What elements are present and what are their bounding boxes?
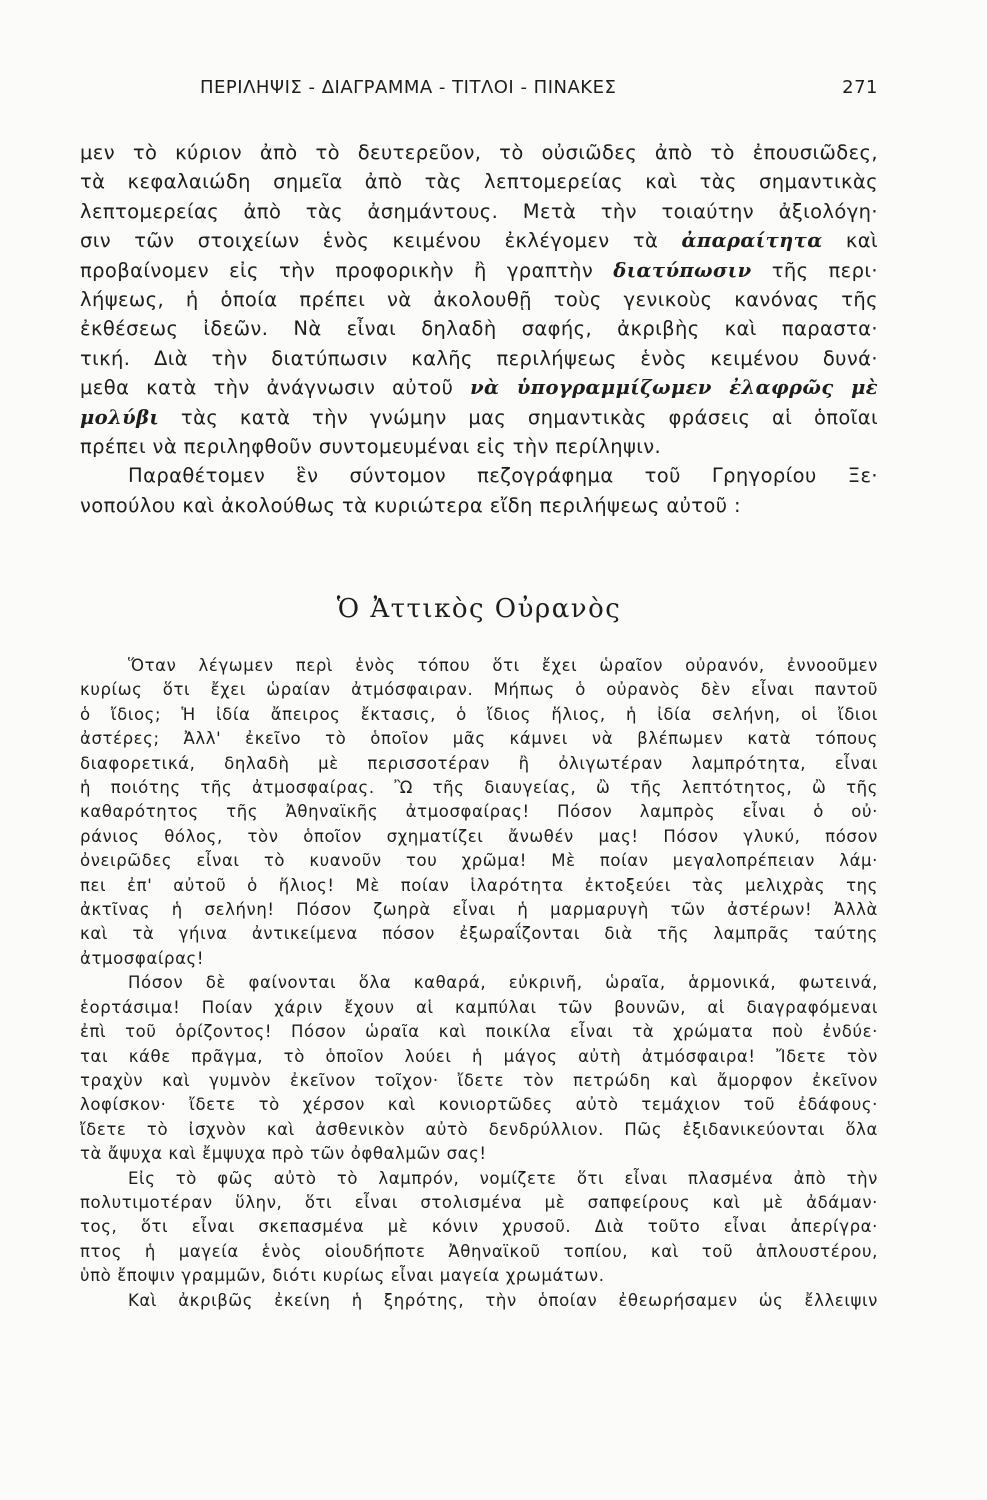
text-line: καὶ τὰ γήινα ἀντικείμενα πόσον ἐξωραΐζονται διὰ τῆς λαμπρᾶς ταύτης xyxy=(80,924,878,944)
text-line xyxy=(80,226,878,255)
text-line: Καὶ ἀκριβῶς ἐκείνη ἡ ξηρότης, τὴν ὁποίαν ἐθεωρήσαμεν ὡς ἔλλειψιν xyxy=(128,1290,878,1310)
text-line: λήψεως, ἡ ὁποία πρέπει νὰ ἀκολουθῇ τοὺς γενικοὺς κανόνας τῆς xyxy=(80,288,878,312)
quoted-text xyxy=(80,654,878,1313)
emphasis: νὰ ὑπογραμμίζωμεν ἐλαφρῶς μὲ xyxy=(470,376,878,400)
text-line: πρέπει νὰ περιληφθοῦν συντομευμέναι εἰς τὴν περίληψιν. xyxy=(80,435,662,459)
text-line: Πόσον δὲ φαίνονται ὅλα καθαρά, εὐκρινῆ, ὡραῖα, ἁρμονικά, φωτεινά, xyxy=(128,973,878,993)
text-line: ὀνειρῶδες εἶναι τὸ κυανοῦν του χρῶμα! Μὲ ποίαν μεγαλοπρέπειαν λάμ· xyxy=(80,851,878,871)
text-line: ὑπὸ ἔποψιν γραμμῶν, διότι κυρίως εἶναι μαγεία χρωμάτων. xyxy=(80,1266,605,1286)
text-run: τὰς κατὰ τὴν γνώμην μας σημαντικὰς φράσεις αἱ ὁποῖαι xyxy=(159,405,878,429)
text-line: ται κάθε πρᾶγμα, τὸ ὁποῖον λούει ἡ μάγος αὐτὴ ἀτμόσφαιρα! Ἴδετε τὸν xyxy=(80,1046,878,1066)
running-title: ΠΕΡΙΛΗΨΙΣ - ΔΙΑΓΡΑΜΜΑ - ΤΙΤΛΟΙ - ΠΙΝΑΚΕΣ xyxy=(200,77,617,98)
text-run: μεθα κατὰ τὴν ἀνάγνωσιν αὐτοῦ xyxy=(80,376,471,400)
text-line: ἀτμοσφαίρας! xyxy=(80,948,205,968)
text-line: ἀστέρες; Ἀλλ' ἐκεῖνο τὸ ὁποῖον μᾶς κάμνει νὰ βλέπωμεν κατὰ τόπους xyxy=(80,729,878,749)
text-line: πτος ἡ μαγεία ἑνὸς οἱουδήποτε Ἀθηναϊκοῦ τοπίου, καὶ τοῦ ἁπλουστέρου, xyxy=(80,1241,878,1261)
emphasis: μολύβι xyxy=(80,405,160,429)
text-line xyxy=(80,256,878,285)
intro-text xyxy=(80,138,878,520)
text-run: σιν τῶν στοιχείων ἑνὸς κειμένου ἐκλέγομεν τὰ xyxy=(80,229,682,253)
running-header xyxy=(200,77,878,98)
text-line: λοφίσκον· ἴδετε τὸ χέρσον καὶ κονιορτῶδες αὐτὸ τεμάχιον τοῦ ἐδάφους· xyxy=(80,1095,878,1115)
text-line: Εἰς τὸ φῶς αὐτὸ τὸ λαμπρόν, νομίζετε ὅτι εἶναι πλασμένα ἀπὸ τὴν xyxy=(128,1168,878,1188)
text-run: καὶ xyxy=(822,229,878,253)
text-line: πει ἐπ' αὐτοῦ ὁ ἥλιος! Μὲ ποίαν ἱλαρότητα ἐκτοξεύει τὰς μελιχρὰς της xyxy=(80,875,878,895)
text-line: ἐκθέσεως ἰδεῶν. Νὰ εἶναι δηλαδὴ σαφής, ἀκριβὴς καὶ παραστα· xyxy=(80,317,878,341)
text-run: προβαίνομεν εἰς τὴν προφορικὴν ἢ γραπτὴν xyxy=(80,258,614,282)
section-title: Ὁ Ἀττικὸς Οὐρανὸς xyxy=(336,594,622,624)
text-line: λεπτομερείας ἀπὸ τὰς ἀσημάντους. Μετὰ τὴν τοιαύτην ἀξιολόγη· xyxy=(80,199,878,223)
text-line: τραχὺν καὶ γυμνὸν ἐκεῖνον τοῖχον· ἴδετε τὸν πετρώδη καὶ ἄμορφον ἐκεῖνον xyxy=(80,1070,878,1090)
text-line: μεν τὸ κύριον ἀπὸ τὸ δευτερεῦον, τὸ οὐσιῶδες ἀπὸ τὸ ἐπουσιῶδες, xyxy=(80,141,878,164)
text-line xyxy=(80,373,878,402)
paragraph xyxy=(80,138,878,461)
emphasis: ἀπαραίτητα xyxy=(681,229,823,253)
page-number: 271 xyxy=(842,77,878,98)
text-line: τική. Διὰ τὴν διατύπωσιν καλῆς περιλήψεως ἑνὸς κειμένου δυνά· xyxy=(80,346,878,370)
text-line: Ὅταν λέγωμεν περὶ ἑνὸς τόπου ὅτι ἔχει ὡραῖον οὐρανόν, ἐννοοῦμεν xyxy=(128,656,878,675)
text-line: τος, ὅτι εἶναι σκεπασμένα μὲ κόνιν χρυσοῦ. Διὰ τοῦτο εἶναι ἀπερίγρα· xyxy=(80,1217,878,1237)
text-line: ράνιος θόλος, τὸν ὁποῖον σχηματίζει ἄνωθέν μας! Πόσον γλυκύ, πόσον xyxy=(80,826,878,846)
text-line: ὁ ἴδιος; Ἡ ἰδία ἄπειρος ἔκτασις, ὁ ἴδιος ἥλιος, ἡ ἰδία σελήνη, οἱ ἴδιοι xyxy=(80,704,878,724)
text-line: τὰ ἄψυχα καὶ ἔμψυχα πρὸ τῶν ὀφθαλμῶν σας! xyxy=(80,1144,487,1164)
text-run: τῆς περι· xyxy=(751,258,878,282)
text-line: ἑορτάσιμα! Ποίαν χάριν ἔχουν αἱ καμπύλαι τῶν βουνῶν, αἱ διαγραφόμεναι xyxy=(80,997,878,1017)
text-line: νοπούλου καὶ ἀκολούθως τὰ κυριώτερα εἴδη περιλήψεως αὐτοῦ : xyxy=(80,493,742,517)
text-line: ἀκτῖνας ἡ σελήνη! Πόσον ζωηρὰ εἶναι ἡ μαρμαρυγὴ τῶν ἀστέρων! Ἀλλὰ xyxy=(80,900,878,920)
text-line: ἡ ποιότης τῆς ἀτμοσφαίρας. Ὢ τῆς διαυγείας, ὢ τῆς λεπτότητος, ὢ τῆς xyxy=(80,778,878,798)
text-line: κυρίως ὅτι ἔχει ὡραίαν ἀτμόσφαιραν. Μήπως ὁ οὐρανὸς δὲν εἶναι παντοῦ xyxy=(80,680,878,700)
text-line: καθαρότητος τῆς Ἀθηναϊκῆς ἀτμοσφαίρας! Πόσον λαμπρὸς εἶναι ὁ οὐ· xyxy=(80,802,878,822)
paragraph xyxy=(80,461,878,520)
text-line: πολυτιμοτέραν ὕλην, ὅτι εἶναι στολισμένα μὲ σαπφείρους καὶ μὲ ἀδάμαν· xyxy=(80,1192,878,1212)
text-line: διαφορετικά, δηλαδὴ μὲ περισσοτέραν ἢ ὀλιγωτέραν λαμπρότητα, εἶναι xyxy=(80,753,878,773)
text-line: ἴδετε τὸ ἰσχνὸν καὶ ἀσθενικὸν αὐτὸ δενδρύλλιον. Πῶς ἐξιδανικεύονται ὅλα xyxy=(80,1119,878,1139)
emphasis: διατύπωσιν xyxy=(613,258,752,282)
text-line xyxy=(80,403,878,432)
text-line: τὰ κεφαλαιώδη σημεῖα ἀπὸ τὰς λεπτομερείας καὶ τὰς σημαντικὰς xyxy=(80,170,878,194)
text-line: Παραθέτομεν ἓν σύντομον πεζογράφημα τοῦ Γρηγορίου Ξε· xyxy=(128,464,878,488)
text-line: ἐπὶ τοῦ ὁρίζοντος! Πόσον ὡραῖα καὶ ποικίλα εἶναι τὰ χρώματα ποὺ ἐνδύε· xyxy=(80,1022,878,1042)
